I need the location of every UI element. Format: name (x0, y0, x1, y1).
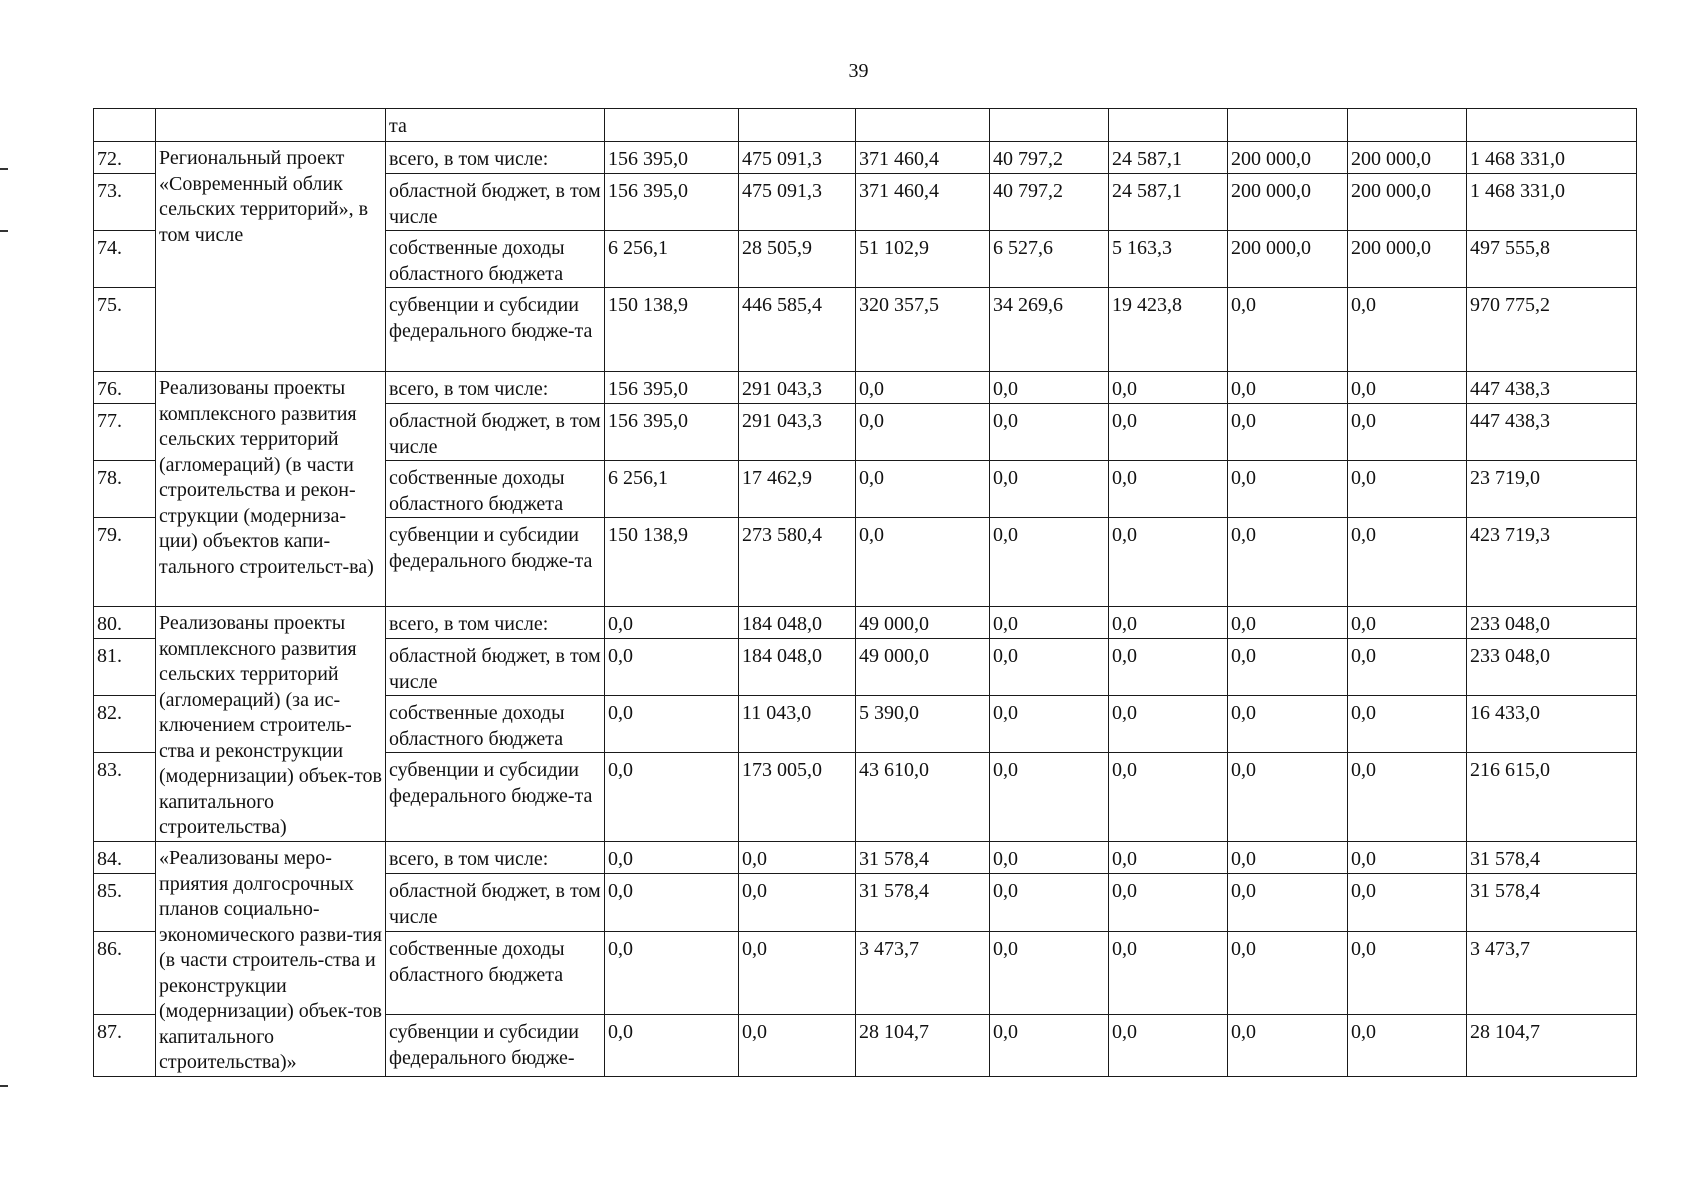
year-value: 0,0 (1228, 842, 1348, 874)
year-value: 6 256,1 (605, 231, 739, 288)
year-value: 0,0 (990, 1015, 1109, 1076)
row-number: 73. (94, 174, 156, 231)
row-number: 87. (94, 1015, 156, 1076)
year-value: 0,0 (1348, 461, 1467, 518)
empty-cell (605, 109, 739, 142)
year-value: 0,0 (1109, 931, 1228, 1015)
year-value: 0,0 (1109, 372, 1228, 404)
total-value: 1 468 331,0 (1467, 142, 1637, 174)
table-row (94, 842, 1637, 874)
year-value: 0,0 (1109, 404, 1228, 461)
total-value: 16 433,0 (1467, 696, 1637, 753)
empty-cell (1109, 109, 1228, 142)
year-value: 24 587,1 (1109, 174, 1228, 231)
funding-source: всего, в том числе: (386, 842, 605, 874)
year-value: 0,0 (739, 842, 856, 874)
year-value: 0,0 (605, 874, 739, 931)
year-value: 200 000,0 (1348, 231, 1467, 288)
funding-source: областной бюджет, в том числе (386, 404, 605, 461)
year-value: 0,0 (990, 931, 1109, 1015)
total-value: 28 104,7 (1467, 1015, 1637, 1076)
year-value: 43 610,0 (856, 753, 990, 842)
funding-source: областной бюджет, в том числе (386, 874, 605, 931)
year-value: 156 395,0 (605, 174, 739, 231)
year-value: 0,0 (1348, 1015, 1467, 1076)
year-value: 28 505,9 (739, 231, 856, 288)
funding-source: всего, в том числе: (386, 372, 605, 404)
year-value: 0,0 (605, 931, 739, 1015)
year-value: 0,0 (1109, 874, 1228, 931)
year-value: 0,0 (605, 842, 739, 874)
year-value: 0,0 (739, 1015, 856, 1076)
year-value: 173 005,0 (739, 753, 856, 842)
year-value: 0,0 (990, 607, 1109, 639)
funding-source: собственные доходы областного бюджета (386, 931, 605, 1015)
total-value: 233 048,0 (1467, 607, 1637, 639)
empty-cell (739, 109, 856, 142)
year-value: 200 000,0 (1228, 231, 1348, 288)
year-value: 0,0 (1348, 288, 1467, 372)
table-row (94, 142, 1637, 174)
year-value: 0,0 (605, 753, 739, 842)
year-value: 0,0 (1228, 753, 1348, 842)
funding-source: субвенции и субсидии федерального бюдже-та (386, 518, 605, 607)
year-value: 200 000,0 (1228, 142, 1348, 174)
funding-source: областной бюджет, в том числе (386, 174, 605, 231)
funding-source: всего, в том числе: (386, 607, 605, 639)
year-value: 0,0 (1228, 461, 1348, 518)
year-value: 0,0 (739, 874, 856, 931)
year-value: 0,0 (1228, 639, 1348, 696)
year-value: 0,0 (1109, 461, 1228, 518)
total-value: 447 438,3 (1467, 404, 1637, 461)
year-value: 0,0 (1348, 842, 1467, 874)
row-number: 81. (94, 639, 156, 696)
year-value: 0,0 (1348, 696, 1467, 753)
year-value: 0,0 (1348, 874, 1467, 931)
funding-source: всего, в том числе: (386, 142, 605, 174)
year-value: 0,0 (605, 639, 739, 696)
year-value: 371 460,4 (856, 174, 990, 231)
year-value: 49 000,0 (856, 639, 990, 696)
empty-cell (1228, 109, 1348, 142)
row-number: 85. (94, 874, 156, 931)
row-number: 75. (94, 288, 156, 372)
year-value: 371 460,4 (856, 142, 990, 174)
row-number: 78. (94, 461, 156, 518)
year-value: 0,0 (990, 753, 1109, 842)
year-value: 0,0 (1109, 639, 1228, 696)
year-value: 0,0 (1109, 842, 1228, 874)
year-value: 0,0 (1228, 696, 1348, 753)
row-number: 79. (94, 518, 156, 607)
year-value: 156 395,0 (605, 142, 739, 174)
continuation-text: та (386, 109, 605, 142)
year-value: 0,0 (1348, 518, 1467, 607)
year-value: 11 043,0 (739, 696, 856, 753)
year-value: 0,0 (1228, 874, 1348, 931)
year-value: 34 269,6 (990, 288, 1109, 372)
year-value: 0,0 (1109, 696, 1228, 753)
year-value: 0,0 (856, 404, 990, 461)
row-number: 72. (94, 142, 156, 174)
year-value: 0,0 (1228, 931, 1348, 1015)
year-value: 19 423,8 (1109, 288, 1228, 372)
year-value: 0,0 (739, 931, 856, 1015)
year-value: 200 000,0 (1348, 142, 1467, 174)
year-value: 6 256,1 (605, 461, 739, 518)
year-value: 0,0 (990, 404, 1109, 461)
margin-mark (0, 168, 8, 170)
year-value: 475 091,3 (739, 142, 856, 174)
measure-name: «Реализованы меро-приятия долгосрочных планов социально-экономического разви-тия (в части строитель-ства и реконструкции (модернизации) объек-тов капитального строительства)» (156, 842, 386, 1077)
year-value: 31 578,4 (856, 874, 990, 931)
year-value: 51 102,9 (856, 231, 990, 288)
year-value: 0,0 (605, 1015, 739, 1076)
funding-source: субвенции и субсидии федерального бюдже-та (386, 753, 605, 842)
year-value: 6 527,6 (990, 231, 1109, 288)
year-value: 0,0 (1348, 404, 1467, 461)
empty-cell (990, 109, 1109, 142)
year-value: 0,0 (1348, 931, 1467, 1015)
year-value: 17 462,9 (739, 461, 856, 518)
total-value: 1 468 331,0 (1467, 174, 1637, 231)
funding-source: субвенции и субсидии федерального бюдже-та (386, 288, 605, 372)
year-value: 0,0 (990, 518, 1109, 607)
year-value: 40 797,2 (990, 142, 1109, 174)
year-value: 0,0 (1348, 607, 1467, 639)
row-number: 83. (94, 753, 156, 842)
margin-mark (0, 230, 8, 232)
funding-source: областной бюджет, в том числе (386, 639, 605, 696)
budget-table (93, 108, 1637, 1077)
year-value: 40 797,2 (990, 174, 1109, 231)
total-value: 23 719,0 (1467, 461, 1637, 518)
total-value: 497 555,8 (1467, 231, 1637, 288)
year-value: 200 000,0 (1348, 174, 1467, 231)
total-value: 31 578,4 (1467, 842, 1637, 874)
year-value: 0,0 (605, 607, 739, 639)
row-number: 84. (94, 842, 156, 874)
funding-source: субвенции и субсидии федерального бюдже- (386, 1015, 605, 1076)
empty-cell (156, 109, 386, 142)
year-value: 0,0 (1348, 753, 1467, 842)
year-value: 273 580,4 (739, 518, 856, 607)
year-value: 0,0 (990, 842, 1109, 874)
total-value: 423 719,3 (1467, 518, 1637, 607)
year-value: 0,0 (1228, 518, 1348, 607)
year-value: 0,0 (1348, 639, 1467, 696)
funding-source: собственные доходы областного бюджета (386, 696, 605, 753)
measure-name: Региональный проект «Современный облик сельских территорий», в том числе (156, 142, 386, 372)
row-number: 86. (94, 931, 156, 1015)
total-value: 216 615,0 (1467, 753, 1637, 842)
year-value: 0,0 (856, 372, 990, 404)
table-row (94, 372, 1637, 404)
row-number: 80. (94, 607, 156, 639)
continuation-row (94, 109, 1637, 142)
year-value: 0,0 (990, 461, 1109, 518)
total-value: 3 473,7 (1467, 931, 1637, 1015)
year-value: 156 395,0 (605, 404, 739, 461)
year-value: 0,0 (1109, 753, 1228, 842)
row-number: 74. (94, 231, 156, 288)
page-number: 39 (848, 60, 869, 82)
year-value: 5 390,0 (856, 696, 990, 753)
year-value: 0,0 (1228, 607, 1348, 639)
year-value: 0,0 (990, 874, 1109, 931)
year-value: 0,0 (990, 639, 1109, 696)
year-value: 291 043,3 (739, 372, 856, 404)
year-value: 0,0 (856, 461, 990, 518)
funding-source: собственные доходы областного бюджета (386, 461, 605, 518)
year-value: 0,0 (1228, 372, 1348, 404)
margin-mark (0, 1085, 8, 1087)
empty-cell (1348, 109, 1467, 142)
year-value: 49 000,0 (856, 607, 990, 639)
year-value: 0,0 (1109, 1015, 1228, 1076)
empty-cell (1467, 109, 1637, 142)
year-value: 0,0 (1228, 404, 1348, 461)
year-value: 156 395,0 (605, 372, 739, 404)
row-number: 82. (94, 696, 156, 753)
year-value: 0,0 (1109, 607, 1228, 639)
funding-source: собственные доходы областного бюджета (386, 231, 605, 288)
row-number: 77. (94, 404, 156, 461)
row-number: 76. (94, 372, 156, 404)
measure-name: Реализованы проекты комплексного развития сельских территорий (агломераций) (в части строительства и рекон-струкции (модерниза-ции) объектов капи-тального строительст-ва) (156, 372, 386, 607)
measure-name: Реализованы проекты комплексного развития сельских территорий (агломераций) (за ис-ключением строитель-ства и реконструкции (модернизации) объек-тов капитального строительства) (156, 607, 386, 842)
year-value: 200 000,0 (1228, 174, 1348, 231)
year-value: 31 578,4 (856, 842, 990, 874)
year-value: 0,0 (856, 518, 990, 607)
year-value: 5 163,3 (1109, 231, 1228, 288)
total-value: 970 775,2 (1467, 288, 1637, 372)
year-value: 184 048,0 (739, 607, 856, 639)
year-value: 184 048,0 (739, 639, 856, 696)
year-value: 320 357,5 (856, 288, 990, 372)
year-value: 0,0 (1109, 518, 1228, 607)
year-value: 0,0 (1228, 288, 1348, 372)
year-value: 0,0 (1348, 372, 1467, 404)
year-value: 291 043,3 (739, 404, 856, 461)
year-value: 446 585,4 (739, 288, 856, 372)
year-value: 0,0 (1228, 1015, 1348, 1076)
year-value: 0,0 (990, 372, 1109, 404)
total-value: 233 048,0 (1467, 639, 1637, 696)
table-row (94, 607, 1637, 639)
year-value: 24 587,1 (1109, 142, 1228, 174)
year-value: 28 104,7 (856, 1015, 990, 1076)
empty-cell (856, 109, 990, 142)
total-value: 447 438,3 (1467, 372, 1637, 404)
year-value: 150 138,9 (605, 288, 739, 372)
year-value: 3 473,7 (856, 931, 990, 1015)
year-value: 0,0 (605, 696, 739, 753)
year-value: 0,0 (990, 696, 1109, 753)
total-value: 31 578,4 (1467, 874, 1637, 931)
year-value: 150 138,9 (605, 518, 739, 607)
empty-cell (94, 109, 156, 142)
year-value: 475 091,3 (739, 174, 856, 231)
